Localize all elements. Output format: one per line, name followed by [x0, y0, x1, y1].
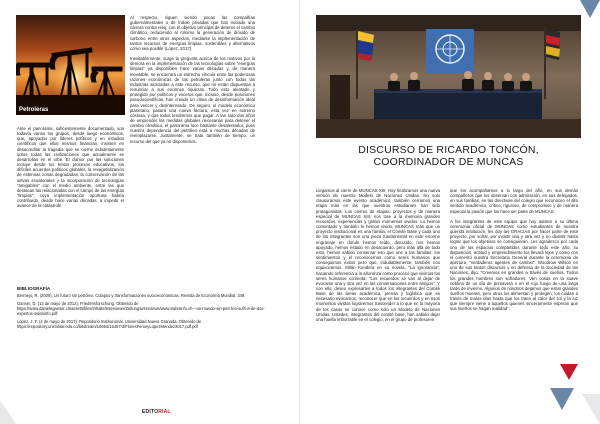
right-page [300, 0, 600, 424]
footer-word: EDITO [142, 409, 159, 415]
headline-line: COORDINADOR DE MUNCAS [373, 155, 524, 168]
decorative-triangle [560, 364, 578, 380]
oil-pumps-illustration [16, 15, 125, 115]
decorative-triangle [550, 388, 574, 410]
page-footer-logo [142, 409, 171, 415]
footer-accent: RIAL [158, 409, 171, 415]
article-column-d [450, 188, 578, 312]
bibliography-title: BIBLIOGRAFÍA [17, 286, 51, 291]
decorative-triangles-bottom [530, 364, 600, 424]
article-headline [316, 145, 581, 168]
headline-line: DISCURSO DE RICARDO TONCÓN, [358, 144, 539, 156]
article-paragraph: Al respecto, siguen siendo pocas las compañías gubernamentales o de índole privadas que han iniciado una carrera contra reloj, con el objetivo principal de detener el cambio climático, reduciendo al mínimo la generación de dióxido de carbono entre otros aspectos, mediante la implementación de tantos recursos de energías limpias, sostenibles y alternativos como sea posible (López, 2017). [130, 15, 255, 51]
photo-caption: Petroleras [19, 107, 49, 113]
article-paragraph: que los acompañamos a lo largo del año, en sus demás compañeros que los observan con admiración, en sus delegados, en sus familias, en las directivas del colegio que reconocen el alto sentido académico, crítico, riguroso, de compromiso y de manera especial la pasión que los hace ser parte de MUNCAS. [450, 188, 578, 214]
ceremony-photo [316, 15, 581, 138]
decorative-triangle [580, 0, 600, 18]
decorative-triangles-top [580, 0, 600, 40]
decorative-triangle [582, 394, 600, 424]
bibliography-entry: Ganser, D. (13 de mayo de 2012). Friedensforschung. Obtenido de https://www.danieleganser.ch/assets/files/Inhalte/Interviews/Zeitungsinterviews/www.swissinfo.ch---un-mundo-sin-petr-leo-sufri-a-de-dos-expertos-swissinfo.pdf [17, 301, 265, 316]
bibliography [17, 286, 267, 332]
decorative-triangles [0, 394, 60, 424]
bibliography-entry: López, J. F. (4 de mayo de 2017). Repositorio Institucional. Universidad Nueva Granada. Obtenido de https://repository.unimilitar.edu.co/bitstream/10654/16457/3/FloresFerneyLopezMendez2017.pdf.pdf [17, 319, 202, 329]
article-column-a: Ante el panorama, suficientemente documentado, son todavía varios los grupos, desde luego económicos, que, apoyados por líderes políticos y en estudios científicos que ellos mismos financian, insisten en desacreditar la tragedia que se cierne indistintamente sobre todas las civilizaciones que actualmente se desarrollan en el orbe. El clamor por las soluciones incluye desde los lentos procesos educativos, los difíciles acuerdos políticos globales, la revegetalización de extensas zonas degradadas, la conservación de las selvas ecuatoriales y la incorporación de tecnologías "amigables" con el medio ambiente, entre las que destacan las relacionadas con el campo de las energías "limpias", cuya implementación oportuna habría contribuido, desde hace varias décadas, a impedir el avance de la catástrofe [17, 126, 125, 209]
decorative-triangle [0, 400, 16, 424]
article-paragraph: Inevitablemente, surge la pregunta acerca de los motivos por la demora en la implementación de las tecnologías sobre "energías limpias" ya disponibles hace varias décadas y, de manera inevitable, se encuentra un estrecho vínculo entre las poderosas razones económicas de las petroleras junto con todas las industrias asociadas a este recurso, que no están dispuestas a renunciar a sus enormes riquezas. Todo esto alentado y protegido por políticos y voceros que, incluso, desde posiciones pseudocientíficas, han creado un clima de desinformación ideal para vencer y desinteresado. De seguro, el modelo económico planetario, pasará una nueva factura, esta vez en extremo costosa, y que todos tendremos que pagar. A tan solo dos años de emprender las medidas globales necesarias para detener el cambio climático, el panorama luce bastante desalentador, pues nuestra dependencia del petróleo está a muchas décadas de reemplazarse. Justamente, se trata también de tiempo, un recurso del que ya no disponemos. [130, 56, 255, 144]
article-paragraph: A los integrantes de este equipo que hoy asisten a su última ceremonia oficial de MUNCAS como estudiantes de nuestra querida institución, les doy las GRACIAS por hacer parte de este proyecto, por soñar, por insistir una y otra vez y no desistir hasta lograr que los objetivos se consiguieran. Les agradezco por cada uno de los espacios compartidos durante todo este año, su disposición, actitud y emprendimiento los llevará lejos y como con el comentó nuestra Secretaria General durante la ceremonia de apertura, "verdaderos agentes de cambio". Woodrow Wilson en uno de sus tantos discursos y en defensa de la Sociedad de las Naciones, dijo: "Creemos en grandes a través de sueños. Todos los grandes hombres son soñadores. Ven cosas en la suave neblina de un día de primavera o en el rojo fuego de una larga tarde de invierno. Algunos de nosotros dejamos que estos grandes sueños mueran, pero otros los alimentan y protegen; los cuidan a través de malos días hasta que los traen al calor del sol y la luz que siempre viene a aquellos quienes sinceramente esperan que sus sueños se hagan realidad". [450, 218, 578, 312]
bibliography-entry: Bermejo, R. (2009). Un futuro sin petróleo. Colapso y transformaciones socioeconómicas. Revista de Economía Mundial, 349. [17, 293, 246, 298]
article-column-c: Llegamos al cierre de MUNCAS XIII. Hoy finalizamos una nueva versión de nuestro Modelo de Naciones Unidas. No solo clausuramos este evento académico, también cerramos una etapa más en las que nuestros estudiantes han sido protagonistas. Los cierres de etapas, proyectos y de manera especial de MUNCAS XIII, nos trae a la memoria grandes recuerdos, experiencias y gratos momentos vividos. Lo hemos comentado y también lo hemos vivido, MUNCAS más que un proyecto institucional es una familia, el Comité Base y cada uno de los integrantes son una pieza fundamental en este enorme engranaje en donde hemos reído, discutido, nos hemos apoyado, hemos estado en desacuerdo, pero más allá de todo esto, hemos sabido conservar eso que une a las familias: los sentimientos y el reconocernos como seres humanos que conseguimos éxitos pero que, indudablemente, también nos equivocamos. Milán Kundera en su novela, "La ignorancia", haciendo referencia a la añoranza como proceso que vivimos los seres humanos comenta: "Los recuerdos se van al dejar de evocarse una y otra vez en las conversaciones entre amigos". Y con ello, deseo expresarles a todos los integrantes del Comité Base de las áreas académica, prensa y logística que es necesario evocarnos, reconocer que en los recuerdos y en esos momentos vividos lograremos trascender a lo que en la mayoría de los casos se conoce como solo un Modelo de Naciones Unidas. Ustedes, integrantes del comité base, han sabido dejar una huella imborrable en el colegio, en el grupo de profesores [316, 188, 440, 322]
article-column-b [130, 15, 255, 144]
oil-pumps-photo [16, 15, 125, 115]
ceremony-stage-illustration [316, 15, 581, 138]
